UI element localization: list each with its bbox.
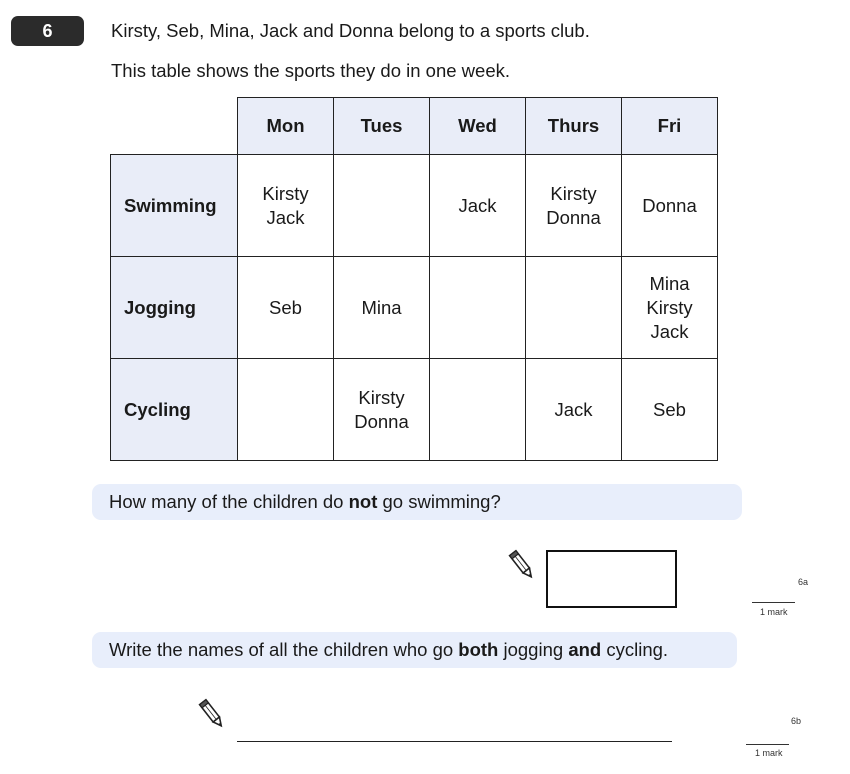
day-header: Wed (430, 98, 526, 155)
table-cell (526, 359, 622, 461)
day-header: Mon (238, 98, 334, 155)
child-name: Seb (269, 296, 302, 318)
table-cell (622, 155, 718, 257)
child-name: Kirsty (550, 182, 597, 204)
table-cell (622, 257, 718, 359)
answer-box-6a[interactable] (546, 550, 677, 608)
question-number-badge: 6 (11, 16, 84, 46)
prompt-emphasis: both (458, 639, 499, 660)
day-header: Fri (622, 98, 718, 155)
mark-line-6a (752, 602, 795, 603)
mark-code-6a: 6a (798, 577, 809, 587)
child-name: Donna (642, 194, 697, 216)
child-name: Jack (266, 206, 305, 228)
child-name: Seb (653, 398, 686, 420)
child-name: Kirsty (646, 296, 693, 318)
table-cell (526, 155, 622, 257)
child-name: Kirsty (262, 182, 309, 204)
table-cell (430, 155, 526, 257)
table-cell (526, 257, 622, 359)
prompt-text: How many of the children do (109, 491, 349, 512)
mark-line-6b (746, 744, 789, 745)
child-name: Kirsty (358, 386, 405, 408)
table-cell (430, 359, 526, 461)
child-name: Jack (458, 194, 497, 216)
table-row (111, 155, 718, 257)
sport-header: Jogging (111, 257, 238, 359)
child-name: Jack (554, 398, 593, 420)
pencil-icon (198, 697, 226, 731)
prompt-text: go swimming? (377, 491, 501, 512)
question-6b-prompt (92, 632, 737, 668)
prompt-emphasis: not (348, 491, 378, 512)
table-corner-cell (111, 98, 238, 155)
child-name: Jack (650, 320, 689, 342)
prompt-emphasis: and (568, 639, 602, 660)
pencil-icon (508, 548, 536, 582)
child-name: Mina (361, 296, 402, 318)
table-cell (238, 155, 334, 257)
table-cell (430, 257, 526, 359)
intro-text-line1: Kirsty, Seb, Mina, Jack and Donna belong to a sports club. (111, 20, 590, 41)
table-cell (334, 155, 430, 257)
prompt-text: jogging (498, 639, 569, 660)
table-cell (238, 257, 334, 359)
child-name: Donna (354, 410, 409, 432)
day-header: Thurs (526, 98, 622, 155)
mark-code-6b: 6b (791, 716, 802, 726)
sports-table (110, 97, 718, 461)
mark-label-6a: 1 mark (760, 607, 788, 617)
table-header-row (111, 98, 718, 155)
sport-header: Cycling (111, 359, 238, 461)
table-cell (622, 359, 718, 461)
intro-text-line2: This table shows the sports they do in one week. (111, 60, 510, 81)
child-name: Mina (649, 272, 690, 294)
sport-header: Swimming (111, 155, 238, 257)
table-row (111, 257, 718, 359)
table-cell (334, 359, 430, 461)
prompt-text: cycling. (601, 639, 669, 660)
day-header: Tues (334, 98, 430, 155)
table-row (111, 359, 718, 461)
child-name: Donna (546, 206, 601, 228)
answer-line-6b[interactable] (237, 741, 672, 742)
mark-label-6b: 1 mark (755, 748, 783, 758)
prompt-text: Write the names of all the children who go (109, 639, 459, 660)
table-cell (238, 359, 334, 461)
question-6a-prompt (92, 484, 742, 520)
table-cell (334, 257, 430, 359)
